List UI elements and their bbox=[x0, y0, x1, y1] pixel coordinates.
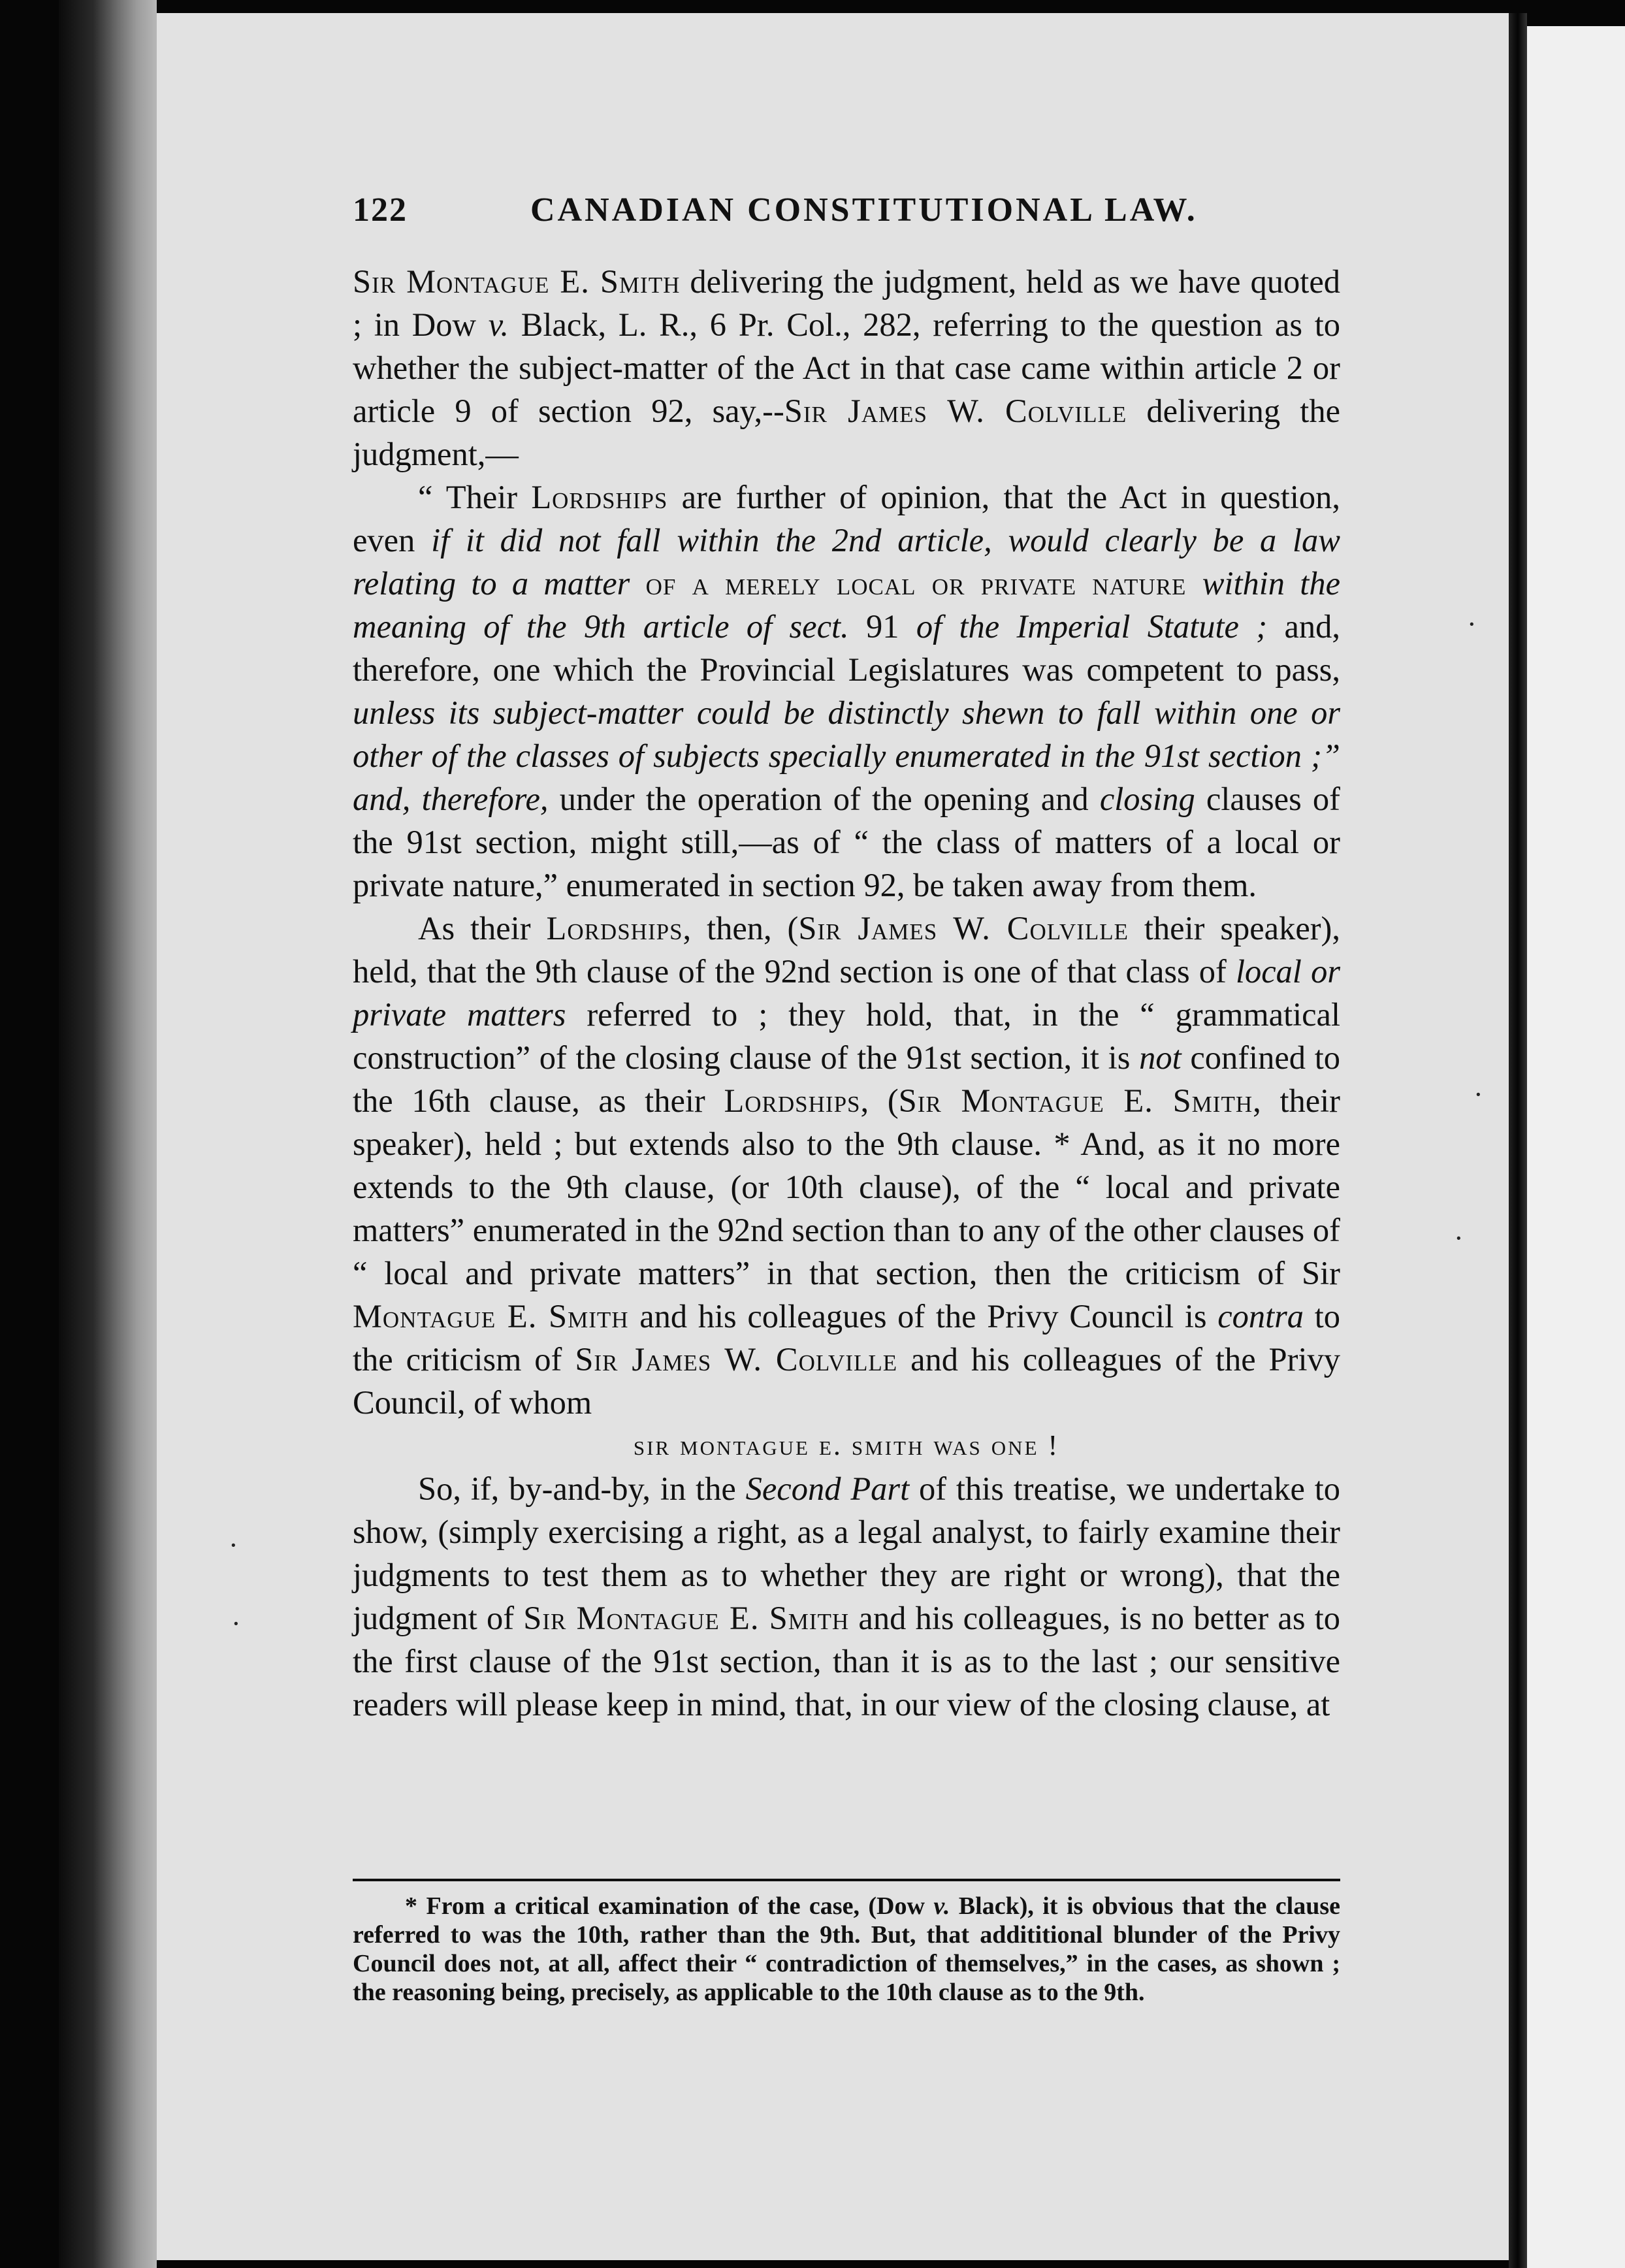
text-span: to the criticism of bbox=[353, 1298, 1340, 1378]
text-span: delivering the judgment,— bbox=[353, 393, 1341, 472]
paragraph-1 bbox=[353, 260, 1340, 476]
text-span: delivering the judgment, held as we have quoted ; in Dow bbox=[353, 263, 1340, 343]
paragraph-2-quotation bbox=[353, 476, 1340, 907]
text-span: their speaker), held, that the 9th clause of the 92nd section is one of that class of bbox=[353, 910, 1340, 990]
text-span: Sir Montague E. Smith bbox=[898, 1082, 1253, 1119]
text-span: Lordships bbox=[531, 479, 668, 515]
text-span: and his colleagues, is no better as to the first clause of the 91st section, than it is as to the last ; our sensitive readers will please keep in mind, that, in our view of the closing clause, at bbox=[353, 1600, 1340, 1723]
page-gutter bbox=[1509, 13, 1527, 2268]
text-span: of the Imperial Statute ; bbox=[916, 608, 1268, 645]
text-span: Black, L. R., 6 Pr. Col., 282, referring to the question as to whether the subject-matter of the Act in that case came within article 2 or article 9 of section 92, say,-- bbox=[353, 306, 1341, 429]
text-span: , their speaker), held ; but extends also to the 9th clause. * And, as it no more extends to the 9th clause, (or 10th clause), of the “ local and private matters” enumerated in the 92nd section than to any of the other clauses of “ local and private matters” in that section, then the criticism of Sir bbox=[353, 1082, 1340, 1291]
book-binding-shadow bbox=[59, 0, 157, 2268]
page-number: 122 bbox=[353, 191, 408, 229]
text-span: referred to ; they hold, that, in the “ grammatical construction” of the closing clause of the 91st section, it is bbox=[353, 996, 1340, 1076]
text-span: of a merely local or private nature bbox=[630, 565, 1202, 602]
scan-speck: · bbox=[1454, 1222, 1464, 1254]
paragraph-3 bbox=[353, 907, 1340, 1424]
text-span: unless its subject-matter could be distinctly shewn to fall within one or other of the classes of subjects specially enumerated in the 91st section ;” and, therefore, bbox=[353, 694, 1340, 817]
text-span: So, if, by-and-by, in the bbox=[418, 1470, 746, 1507]
text-span: Sir Montague E. Smith bbox=[523, 1600, 850, 1636]
text-span: Second Part bbox=[745, 1470, 910, 1507]
text-span: confined to the 16th clause, as their bbox=[353, 1039, 1340, 1119]
text-span: “ Their bbox=[418, 479, 532, 515]
text-span: v. bbox=[933, 1892, 950, 1920]
text-span: Sir Montague E. Smith bbox=[353, 263, 681, 300]
running-title: CANADIAN CONSTITUTIONAL LAW. bbox=[530, 191, 1198, 229]
scan-speck: · bbox=[231, 1608, 241, 1640]
text-span: of this treatise, we undertake to show, (simply exercising a right, as a legal analyst, to fairly examine their judgments to test them as to whether they are right or wrong), that the judgment of bbox=[353, 1470, 1341, 1636]
footnote-text bbox=[353, 1892, 1340, 2007]
scan-speck: · bbox=[229, 1529, 238, 1561]
footnote bbox=[353, 1892, 1340, 2007]
text-span: contra bbox=[1217, 1298, 1304, 1335]
text-span: under the operation of the opening and bbox=[548, 781, 1100, 817]
right-page-edge bbox=[1527, 26, 1625, 2268]
body-text bbox=[353, 260, 1340, 1726]
text-span: are further of opinion, that the Act in question, even bbox=[353, 479, 1340, 559]
text-span: not bbox=[1139, 1039, 1182, 1076]
text-span: and, therefore, one which the Provincial Legislatures was competent to pass, bbox=[353, 608, 1340, 688]
footnote-divider bbox=[353, 1879, 1340, 1881]
text-span: local or private matters bbox=[353, 953, 1340, 1033]
text-span: v. bbox=[488, 306, 509, 343]
text-span: Sir James W. Colville bbox=[798, 910, 1129, 947]
scan-speck: · bbox=[1473, 1078, 1483, 1110]
scan-speck: · bbox=[1467, 608, 1477, 640]
text-span: * From a critical examination of the case, (Dow bbox=[405, 1892, 934, 1920]
text-span: , ( bbox=[860, 1082, 899, 1119]
text-span: As their bbox=[418, 910, 547, 947]
text-span: Sir James W. Colville bbox=[575, 1341, 898, 1378]
text-span: Montague E. Smith bbox=[353, 1298, 629, 1335]
text-span: and his colleagues of the Privy Council is bbox=[628, 1298, 1218, 1335]
text-span: closing bbox=[1099, 781, 1195, 817]
text-span: if it did not fall within the 2nd article, would clearly be a law relating to a matter bbox=[353, 522, 1340, 602]
text-span: Lordships bbox=[724, 1082, 861, 1119]
text-span: and his colleagues of the Privy Council, of whom bbox=[353, 1341, 1340, 1421]
text-span: clauses of the 91st section, might still,—as of “ the class of matters of a local or private nature,” enumerated in section 92, be taken away from them. bbox=[353, 781, 1340, 903]
text-span: 91 bbox=[848, 608, 916, 645]
text-span: Sir James W. Colville bbox=[784, 393, 1127, 429]
text-span: Black), it is obvious that the clause referred to was the 10th, rather than the 9th. But, that addititional blunder of the Privy Council does not, at all, affect their “ contradiction of themselves,” in the cases, as shown ; the reasoning being, precisely, as applicable to the 10th clause as to the 9th. bbox=[353, 1892, 1340, 2006]
centered-emphasis-line: sir montague e. smith was one ! bbox=[633, 1429, 1060, 1461]
text-span: within the meaning of the 9th article of sect. bbox=[353, 565, 1340, 645]
paragraph-4 bbox=[353, 1467, 1340, 1726]
text-span: Lordships bbox=[546, 910, 683, 947]
bleed-through-shadow bbox=[353, 2088, 1340, 2160]
page-header bbox=[353, 191, 1345, 243]
text-span: , then, ( bbox=[683, 910, 799, 947]
